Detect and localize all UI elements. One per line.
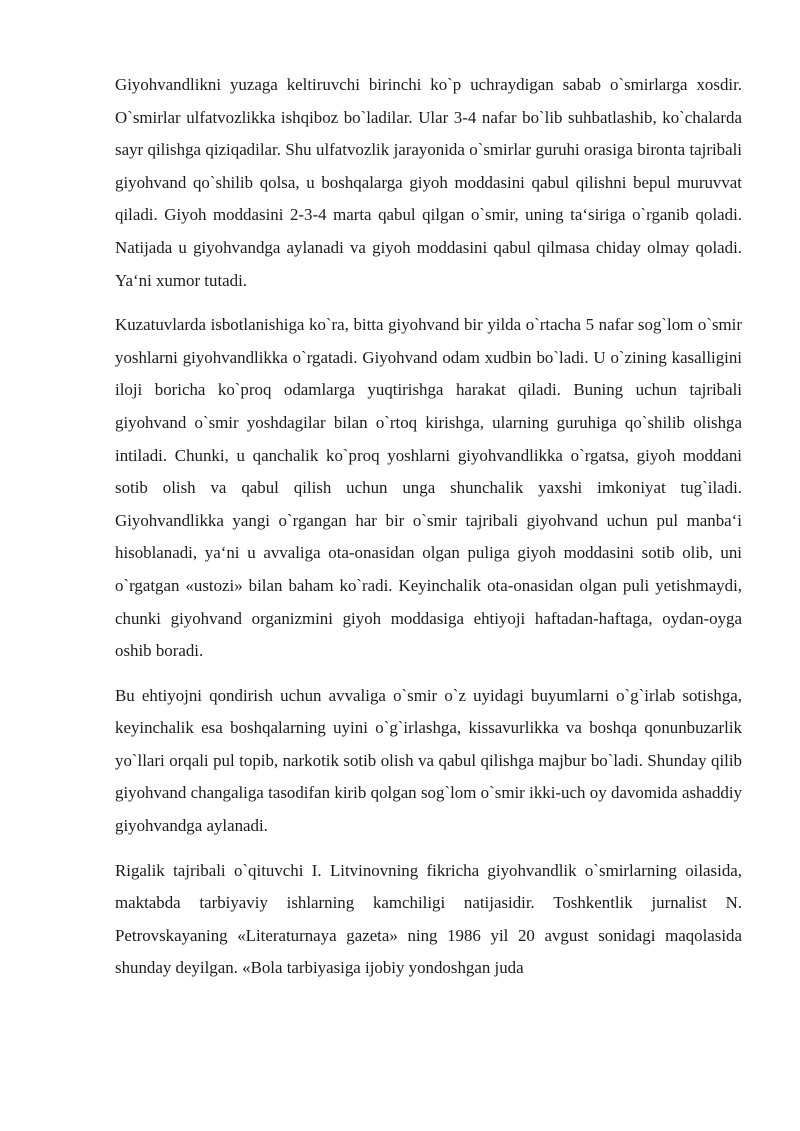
paragraph-2: Kuzatuvlarda isbotlanishiga ko`ra, bitta giyohvand bir yilda o`rtacha 5 nafar sog`lom o`smir yoshlarni giyohvandlikka o`rgatadi. Giyohvand odam xudbin bo`ladi. U o`zining kasalligini iloji boricha ko`proq odamlarga yuqtirishga harakat qiladi. Buning uchun tajribali giyohvand o`smir yoshdagilar bilan o`rtoq kirishga, ularning guruhiga qo`shilib olishga intiladi. Chunki, u qanchalik ko`proq yoshlarni giyohvandlikka o`rgatsa, giyoh moddani sotib olish va qabul qilish uchun unga shunchalik yaxshi imkoniyat tug`iladi. Giyohvandlikka yangi o`rgangan har bir o`smir tajribali giyohvand uchun pul manba‘i hisoblanadi, ya‘ni u avvaliga ota-onasidan olgan puliga giyoh moddasini sotib olib, uni o`rgatgan «ustozi» bilan baham ko`radi. Keyinchalik ota-onasidan olgan puli yetishmaydi, chunki giyohvand organizmini giyoh moddasiga ehtiyoji haftadan-haftaga, oydan-oyga oshib boradi. xyxy=(115,315,742,661)
paragraph-4: Rigalik tajribali o`qituvchi I. Litvinovning fikricha giyohvandlik o`smirlarning oilasida, maktabda tarbiyaviy ishlarning kamchiligi natijasidir. Toshkentlik jurnalist N. Petrovskayaning «Literaturnaya gazeta» ning 1986 yil 20 avgust sonidagi maqolasida shunday deyilgan. «Bola tarbiyasiga ijobiy yondoshgan juda xyxy=(115,860,742,978)
body-text xyxy=(115,69,742,997)
paragraph-3: Bu ehtiyojni qondirish uchun avvaliga o`smir o`z uyidagi buyumlarni o`g`irlab sotishga, keyinchalik esa boshqalarning uyini o`g`irlashga, kissavurlikka va boshqa qonunbuzarlik yo`llari orqali pul topib, narkotik sotib olish va qabul qilishga majbur bo`ladi. Shunday qilib giyohvand changaliga tasodifan kirib qolgan sog`lom o`smir ikki-uch oy davomida ashaddiy giyohvandga aylanadi. xyxy=(115,685,742,836)
paragraph-1: Giyohvandlikni yuzaga keltiruvchi birinchi ko`p uchraydigan sabab o`smirlarga xosdir. O`smirlar ulfatvozlikka ishqiboz bo`ladilar. Ular 3-4 nafar bo`lib suhbatlashib, ko`chalarda sayr qilishga qiziqadilar. Shu ulfatvozlik jarayonida o`smirlar guruhi orasiga bironta tajribali giyohvand qo`shilib qolsa, u boshqalarga giyoh moddasini qabul qilishni bepul muruvvat qiladi. Giyoh moddasini 2-3-4 marta qabul qilgan o`smir, uning ta‘siriga o`rganib qoladi. Natijada u giyohvandga aylanadi va giyoh moddasini qabul qilmasa chiday olmay qoladi. Ya‘ni xumor tutadi. xyxy=(115,75,742,290)
